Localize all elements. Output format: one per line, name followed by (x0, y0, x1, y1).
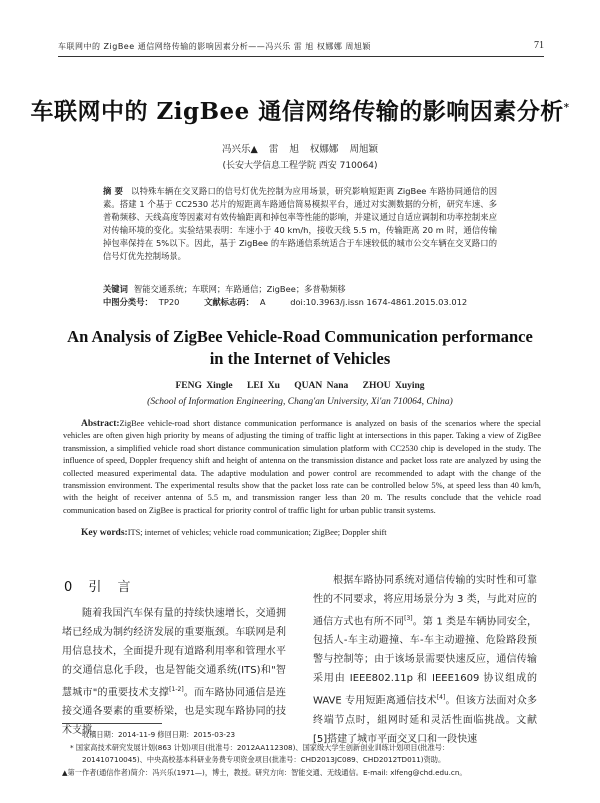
body-column-right (313, 571, 537, 749)
paragraph-text: 。而车路协同通信是连接交通各要素的重要桥梁，也是实现车路协同的技术支撑。 (62, 687, 286, 737)
english-title-line1: An Analysis of ZigBee Vehicle-Road Communication performance (67, 327, 533, 346)
author: 权娜娜 (309, 144, 339, 155)
citation: [3] (404, 615, 413, 622)
chinese-abstract-text: 以特殊车辆在交叉路口的信号灯优先控制为应用场景，研究影响短距离 ZigBee 车路协同通信的因素。搭建 1 个基于 CC2530 芯片的短距离车路通信简易模拟平台，通过对实测数据的分析，研究车速、多普勒频移、天线高度等因素对有效传输距离和掉包率等性能的影响，并建议通过自适应调制和功率控制来应对传输环境的变化。实验结果表明：车速小于 40 km/h，接收天线 5.5 m，传输距离 20 m 时，通信传输掉包率保持在 5%以下。因此，基于 ZigBee 的车路通信系统适合于车速较低的城市公交车辆在交叉路口的信号灯优先控制场景。 (103, 186, 497, 261)
section-heading-introduction (64, 576, 131, 595)
doi: doi:10.3963/j.issn 1674-4861.2015.03.012 (290, 297, 468, 307)
english-title (0, 326, 600, 370)
english-title-line2: in the Internet of Vehicles (209, 349, 391, 368)
english-keywords-label: Key words: (81, 528, 128, 538)
running-head (58, 40, 544, 57)
funding-footnote-mark: * (563, 102, 570, 114)
chinese-meta (103, 283, 497, 309)
paragraph-text: 。第 1 类是车辆协同安全，包括人-车主动避撞、车-车主动避撞、危险路段预警与控制等；由于该场景需要快速反应，通信传输采用由 IEEE802.11p 和 IEEE1609 协议组成的 WAVE 专用短距离通信技术 (313, 616, 537, 707)
citation: [4] (436, 694, 446, 702)
author-bio-note: ▲第一作者(通信作者)简介：冯兴乐(1971—)，博士，教授。研究方向：智能交通、无线通信。E-mail: xlfeng@chd.edu.cn。 (62, 767, 467, 777)
section-number: 0 (64, 580, 73, 595)
author: 雷 旭 (268, 144, 299, 155)
chinese-abstract (103, 185, 497, 263)
chinese-title-text: 车联网中的 ZigBee 通信网络传输的影响因素分析 (30, 98, 564, 125)
doc-code-label: 文献标志码： (204, 297, 254, 307)
chinese-authors (0, 141, 600, 155)
doc-code-value: A (259, 297, 266, 307)
clc-label: 中图分类号： (103, 297, 153, 307)
english-abstract-text: ZigBee vehicle-road short distance communication performance is analyzed on basis of the scenarios where the special vehicles are often given high priority by means of adjusting the timing of traffic light at intersections in this paper. Taking a view of ZigBee transmission, a simplified vehicle road short distance communication simulation platform with CC2530 chip is developed in the study. The influence of speed, Doppler frequency shift and height of antenna on the transmission distance and packet loss rate are analyzed by using the collected measured experimental data. The adaptive modulation and power control are recommended to adapt with the change of the transmission environment. The experimental results show that the packet loss rate can be controlled below 5%, at speed less than 40 km/h, with the height of receiver antenna of 5.5 m, and transmission ranger less than 20 m. The results conclude that the vehicle road communication based on ZigBee is practical for priority control of traffic light for urban public transit systems. (63, 419, 541, 515)
author: 周旭颖 (349, 144, 378, 155)
citation: [1-2] (169, 686, 184, 693)
english-abstract (63, 418, 541, 517)
english-authors (0, 381, 600, 391)
chinese-affiliation: (长安大学信息工程学院 西安 710064) (222, 161, 378, 171)
section-title: 引 言 (88, 580, 131, 595)
paragraph-text: 。但该方法面对众多终端节点时，組网时延和灵活性面临挑战。文献[5]搭建了城市平面交叉口和一段快速 (313, 695, 537, 745)
footnotes (62, 729, 552, 779)
paragraph-text: 随着我国汽车保有量的持续快速增长，交通拥堵已经成为制约经济发展的重要瓶颈。车联网是利用信息技术，全面提升现有道路利用率和管理水平的交通信息化手段，也是智能交通系统(ITS)和"智慧城市"的重要技术支撑 (62, 608, 286, 699)
paragraph-text: 根据车路协同系统对通信传输的实时性和可靠性的不同要求，将应用场景分为 3 类，与此对应的通信方式也有所不同 (313, 575, 537, 628)
author: ZHOU Xuying (362, 381, 425, 391)
running-head-title: 车联网中的 ZigBee 通信网络传输的影响因素分析——冯兴乐 雷 旭 权娜娜 周旭颖 (58, 42, 371, 51)
funding-note: * 国家高技术研究发展计划(863 计划)项目(批准号：2012AA112308)、国家级大学生创新创业训练计划项目(批准号： (70, 742, 450, 752)
english-affiliation: (School of Information Engineering, Chang'an University, Xi'an 710064, China) (147, 397, 453, 407)
chinese-keywords-text: 智能交通系统；车联网；车路通信；ZigBee；多普勒频移 (133, 284, 346, 294)
author: 冯兴乐▲ (222, 144, 258, 155)
chinese-abstract-label: 摘 要 (103, 186, 124, 196)
author: QUAN Nana (294, 381, 349, 391)
english-keywords-text: ITS; internet of vehicles; vehicle road communication; ZigBee; Doppler shift (127, 528, 387, 537)
received-dates: 收稿日期：2014-11-9 修回日期：2015-03-23 (82, 730, 236, 739)
english-keywords (81, 528, 541, 538)
page-number: 71 (534, 40, 544, 51)
english-abstract-label: Abstract: (81, 419, 120, 429)
author: FENG Xingle (175, 381, 233, 391)
author: LEI Xu (246, 381, 280, 391)
clc-value: TP20 (158, 297, 180, 307)
body-column-left (62, 604, 286, 740)
footnote-divider (62, 723, 162, 724)
classification-line (103, 296, 497, 309)
funding-note-cont: 201410710045)、中央高校基本科研业务费专项资金项目(批准号：CHD2013JC089、CHD2012TD011)资助。 (82, 755, 446, 764)
chinese-keywords (103, 283, 497, 296)
chinese-keywords-label: 关键词 (103, 284, 128, 294)
chinese-title (0, 93, 600, 126)
